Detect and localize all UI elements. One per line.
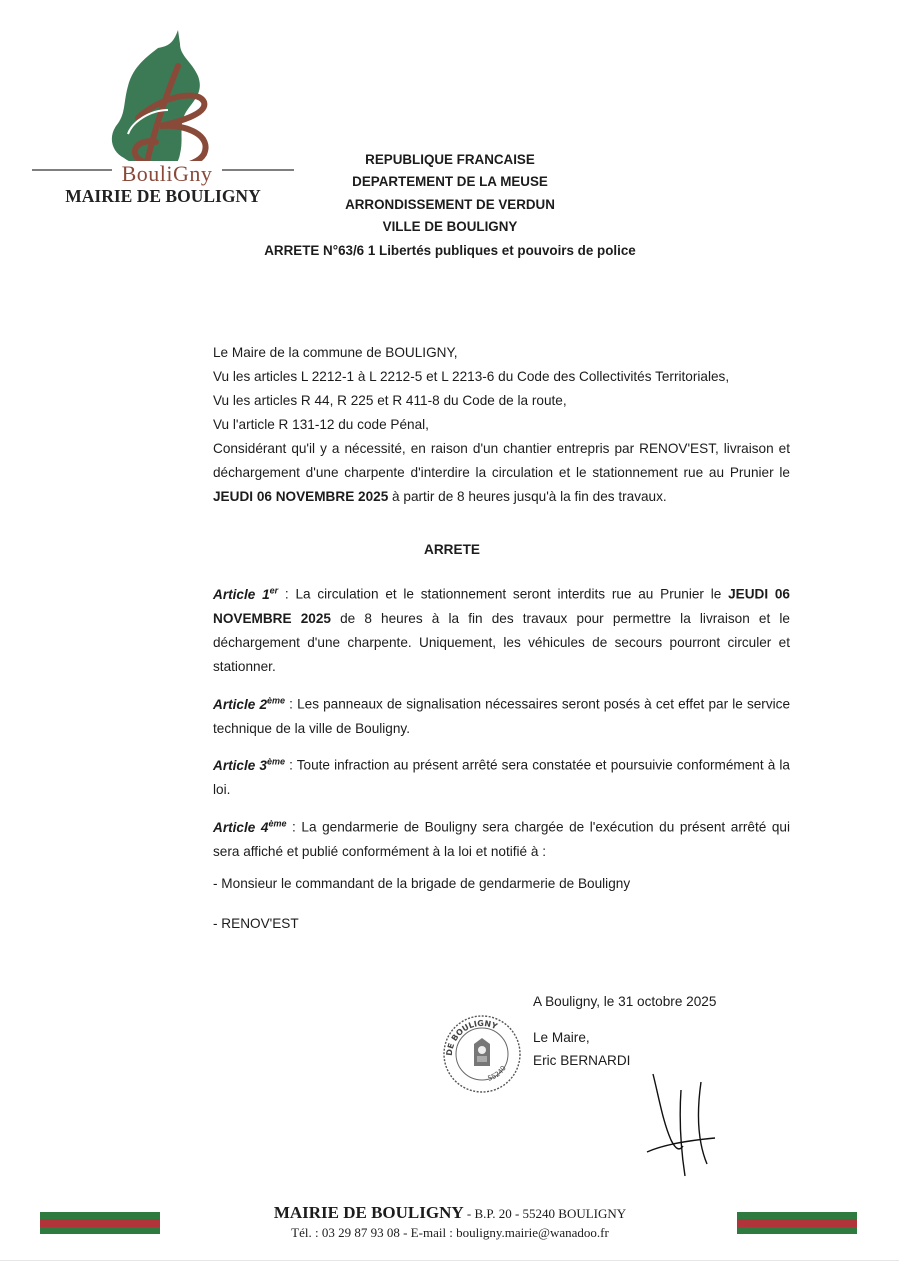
footer-address: - B.P. 20 - 55240 BOULIGNY	[463, 1206, 627, 1221]
article-text: : La circulation et le stationnement seront interdits rue au Prunier le	[278, 586, 729, 602]
header-republique: REPUBLIQUE FRANCAISE	[365, 152, 535, 167]
footer	[200, 1203, 700, 1241]
footer-stripe-left	[40, 1212, 160, 1234]
signatory-title: Le Maire,	[533, 1030, 590, 1045]
preamble-line: Vu les articles L 2212-1 à L 2212-5 et L 2213-6 du Code des Collectivités Territoriales,	[213, 369, 730, 384]
article-4	[213, 811, 790, 864]
bottom-rule	[0, 1260, 899, 1261]
preamble-line: Vu l'article R 131-12 du code Pénal,	[213, 417, 429, 432]
preamble	[213, 341, 790, 509]
preamble-line: Le Maire de la commune de BOULIGNY,	[213, 345, 458, 360]
article-text: : La gendarmerie de Bouligny sera chargée de l'exécution du présent arrêté qui sera affiché et publié conformément à la loi et notifié à :	[213, 819, 790, 859]
recipient-renovest: - RENOV'EST	[213, 916, 299, 931]
footer-contact: Tél. : 03 29 87 93 08 - E-mail : bouligny.mairie@wanadoo.fr	[291, 1225, 609, 1240]
considerant-text-end: à partir de 8 heures jusqu'à la fin des travaux.	[388, 489, 667, 504]
header-block	[230, 149, 670, 239]
article-label: Article 1er	[213, 585, 279, 602]
article-1	[213, 578, 790, 679]
considerant-text: Considérant qu'il y a nécessité, en raison d'un chantier entrepris par RENOV'EST, livraison et déchargement d'une charpente d'interdire la circulation et le stationnement rue au Prunier le	[213, 441, 790, 480]
arrete-heading: ARRETE	[424, 542, 480, 557]
header-arrondissement: ARRONDISSEMENT DE VERDUN	[345, 196, 555, 212]
article-label: Article 4ème	[213, 818, 287, 835]
article-3	[213, 749, 790, 802]
place-date: A Bouligny, le 31 octobre 2025	[533, 994, 717, 1009]
mayor-signature	[645, 1070, 725, 1180]
article-text: : Toute infraction au présent arrêté sera constatée et poursuivie conformément à la loi.	[213, 757, 790, 797]
signatory-name: Eric BERNARDI	[533, 1053, 631, 1068]
header-ville: VILLE DE BOULIGNY	[382, 219, 518, 235]
considerant-date: JEUDI 06 NOVEMBRE 2025	[213, 489, 389, 504]
svg-text:55240: 55240	[486, 1064, 508, 1083]
footer-address-line	[200, 1203, 700, 1223]
considerant-paragraph	[213, 437, 790, 509]
territory-shape	[112, 30, 200, 173]
recipient-gendarmerie: - Monsieur le commandant de la brigade de gendarmerie de Bouligny	[213, 876, 631, 891]
logo-mairie-label: MAIRIE DE BOULIGNY	[65, 186, 261, 206]
article-label: Article 2ème	[213, 695, 286, 712]
logo-brand-text: BouliGny	[112, 161, 222, 187]
footer-mairie: MAIRIE DE BOULIGNY	[273, 1203, 464, 1222]
signature-block	[533, 990, 716, 1072]
header-departement: DEPARTEMENT DE LA MEUSE	[352, 174, 548, 190]
article-label: Article 3ème	[213, 756, 285, 773]
arrete-title: ARRETE N°63/6 1 Libertés publiques et pouvoirs de police	[264, 243, 636, 258]
footer-stripe-right	[737, 1212, 857, 1234]
svg-text:DE BOULIGNY: DE BOULIGNY	[444, 1018, 499, 1057]
article-text: : Les panneaux de signalisation nécessaires seront posés à cet effet par le service technique de la ville de Bouligny.	[213, 696, 790, 736]
article-text-end: de 8 heures à la fin des travaux pour permettre la livraison et le déchargement d'une charpente. Uniquement, les véhicules de secours pourront circuler et stationner.	[213, 610, 790, 674]
article-date: JEUDI 06 NOVEMBRE 2025	[213, 586, 790, 626]
article-2	[213, 688, 790, 741]
official-seal-stamp	[440, 1012, 524, 1096]
preamble-line: Vu les articles R 44, R 225 et R 411-8 du Code de la route,	[213, 393, 567, 408]
